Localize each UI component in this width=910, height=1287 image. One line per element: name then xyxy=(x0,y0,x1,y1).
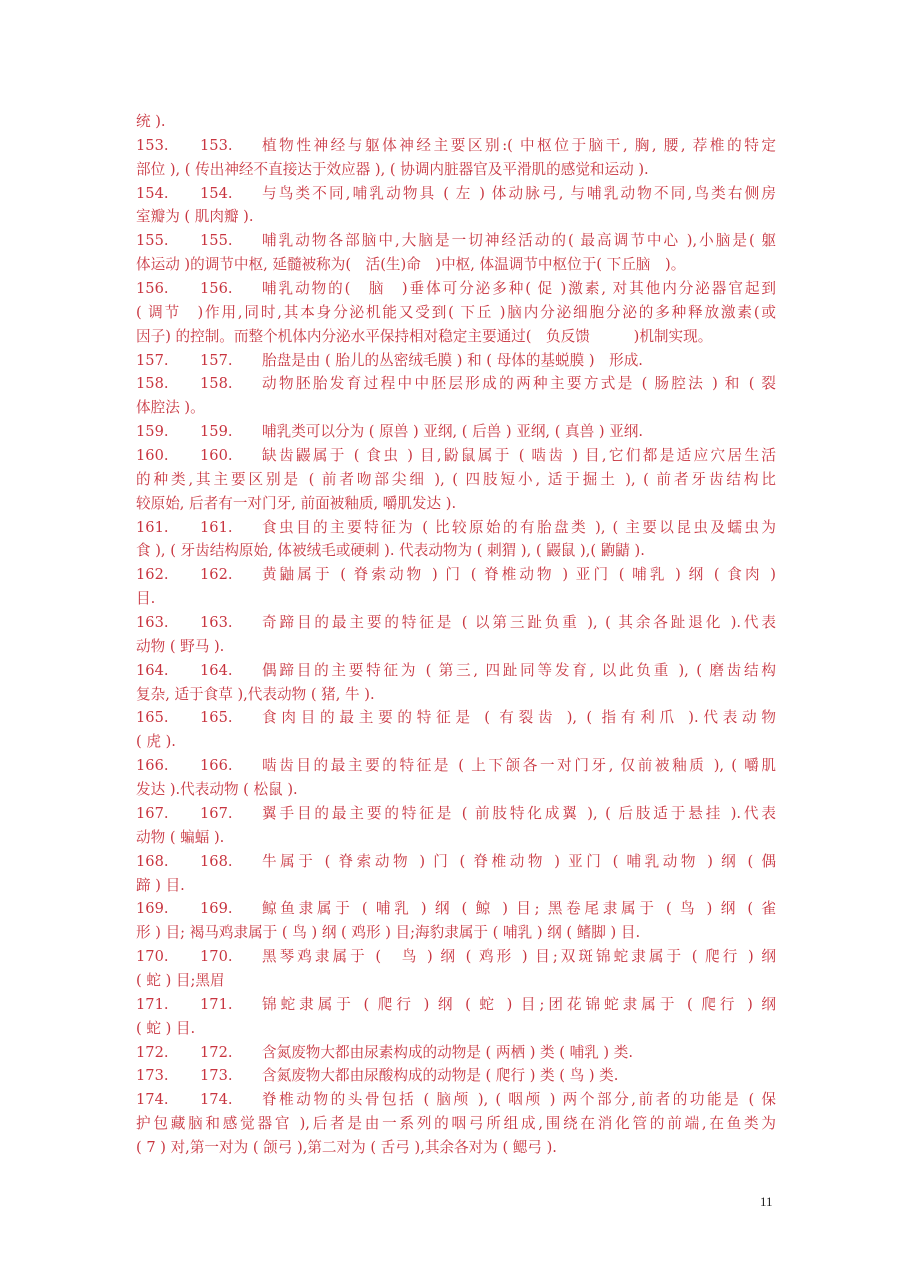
question-first-line xyxy=(136,993,776,1017)
question-number: 153. xyxy=(136,136,169,154)
question-number: 159. xyxy=(200,423,233,441)
question-text: 室瓣为 ( 肌肉瓣 ). xyxy=(136,208,254,226)
question-continuation-line xyxy=(136,468,776,492)
question-number: 170. xyxy=(200,948,233,966)
question-continuation-line xyxy=(136,205,776,229)
question-text: 动物胚胎发育过程中中胚层形成的两种主要方式是 ( 肠腔法 ) 和 ( 裂 xyxy=(262,375,776,393)
question-continuation-line xyxy=(136,778,776,802)
question-first-line xyxy=(136,1064,776,1088)
question-first-line xyxy=(136,611,776,635)
question-text: 鲸鱼隶属于 ( 哺乳 ) 纲 ( 鲸 ) 目; 黑卷尾隶属于 ( 鸟 ) 纲 ( 雀 xyxy=(262,900,776,918)
question-item xyxy=(136,444,776,516)
question-item xyxy=(136,1041,776,1065)
question-continuation-line xyxy=(136,158,776,182)
question-number: 168. xyxy=(200,852,233,870)
question-number: 162. xyxy=(136,566,169,584)
question-text: 食虫目的主要特征为 ( 比较原始的有胎盘类 ), ( 主要以昆虫及蠕虫为 xyxy=(262,518,776,536)
question-first-line xyxy=(136,134,776,158)
question-number: 165. xyxy=(136,709,169,727)
question-item xyxy=(136,706,776,754)
question-number: 174. xyxy=(136,1091,169,1109)
question-number: 171. xyxy=(200,995,233,1013)
question-text: 啮齿目的最主要的特征是 ( 上下颌各一对门牙, 仅前被釉质 ), ( 嚼肌 xyxy=(262,757,776,775)
question-first-line xyxy=(136,372,776,396)
question-text: 动物 ( 野马 ). xyxy=(136,637,225,655)
question-text: 含氮废物大都由尿素构成的动物是 ( 两栖 ) 类 ( 哺乳 ) 类. xyxy=(262,1043,633,1061)
question-item xyxy=(136,993,776,1041)
question-item xyxy=(136,134,776,182)
question-text: ( 调节 )作用,同时,其本身分泌机能又受到( 下丘 )脑内分泌细胞分泌的多种释放激素(或 xyxy=(136,303,776,321)
question-number: 166. xyxy=(200,757,233,775)
question-text: 牛属于 ( 脊索动物 ) 门 ( 脊椎动物 ) 亚门 ( 哺乳动物 ) 纲 ( 偶 xyxy=(262,852,776,870)
question-first-line xyxy=(136,563,776,587)
question-number: 160. xyxy=(136,447,169,465)
question-number: 170. xyxy=(136,948,169,966)
question-continuation-line xyxy=(136,1136,776,1160)
question-number: 169. xyxy=(136,900,169,918)
question-continuation-line xyxy=(136,1017,776,1041)
question-number: 160. xyxy=(200,447,233,465)
question-item xyxy=(136,516,776,564)
question-item xyxy=(136,372,776,420)
question-continuation-line xyxy=(136,730,776,754)
question-item xyxy=(136,659,776,707)
question-text: 黄鼬属于 ( 脊索动物 ) 门 ( 脊椎动物 ) 亚门 ( 哺乳 ) 纲 ( 食肉 ) xyxy=(262,566,776,584)
question-text: 缺齿鼹属于 ( 食虫 ) 目,鼢鼠属于 ( 啮齿 ) 目,它们都是适应穴居生活 xyxy=(262,447,776,465)
question-text: 蹄 ) 目. xyxy=(136,876,185,894)
question-continuation-line xyxy=(136,921,776,945)
question-number: 162. xyxy=(200,566,233,584)
question-first-line xyxy=(136,659,776,683)
question-item xyxy=(136,420,776,444)
question-text: ( 虎 ). xyxy=(136,733,176,751)
question-continuation-line xyxy=(136,587,776,611)
question-text: 哺乳类可以分为 ( 原兽 ) 亚纲, ( 后兽 ) 亚纲, ( 真兽 ) 亚纲. xyxy=(262,423,644,441)
question-item xyxy=(136,754,776,802)
question-text: 因子) 的控制。而整个机体内分泌水平保持相对稳定主要通过( 负反馈 )机制实现。 xyxy=(136,327,713,345)
question-number: 172. xyxy=(136,1043,169,1061)
question-continuation-line xyxy=(136,1112,776,1136)
question-number: 167. xyxy=(200,804,233,822)
question-number: 165. xyxy=(200,709,233,727)
question-text: 较原始, 后者有一对门牙, 前面被釉质, 嚼肌发达 ). xyxy=(136,494,457,512)
question-number: 169. xyxy=(200,900,233,918)
question-text: 护包藏脑和感觉器官 ),后者是由一系列的咽弓所组成,围绕在消化管的前端,在鱼类为 xyxy=(136,1115,776,1133)
document-body xyxy=(136,110,776,1160)
question-number: 163. xyxy=(136,614,169,632)
question-text: ( 7 ) 对,第一对为 ( 颌弓 ),第二对为 ( 舌弓 ),其余各对为 ( 鳃弓 ). xyxy=(136,1138,557,1156)
question-item xyxy=(136,802,776,850)
question-number: 168. xyxy=(136,852,169,870)
question-continuation-line xyxy=(136,874,776,898)
question-number: 158. xyxy=(136,375,169,393)
question-number: 154. xyxy=(200,184,233,202)
question-number: 161. xyxy=(136,518,169,536)
question-first-line xyxy=(136,1088,776,1112)
question-continuation-line xyxy=(136,396,776,420)
question-number: 171. xyxy=(136,995,169,1013)
question-text: 偶蹄目的主要特征为 ( 第三, 四趾同等发育, 以此负重 ), ( 磨齿结构 xyxy=(262,661,776,679)
question-number: 164. xyxy=(136,661,169,679)
question-continuation-line xyxy=(136,325,776,349)
question-continuation-line xyxy=(136,492,776,516)
question-text: 哺乳动物的( 脑 )垂体可分泌多种( 促 )激素, 对其他内分泌器官起到 xyxy=(262,280,776,298)
question-continuation-line xyxy=(136,301,776,325)
question-first-line xyxy=(136,229,776,253)
question-first-line xyxy=(136,754,776,778)
question-text: 动物 ( 蝙蝠 ). xyxy=(136,828,225,846)
question-item xyxy=(136,1088,776,1160)
question-text: 翼手目的最主要的特征是 ( 前肢特化成翼 ), ( 后肢适于悬挂 ).代表 xyxy=(262,804,776,822)
question-text: 奇蹄目的最主要的特征是 ( 以第三趾负重 ), ( 其余各趾退化 ).代表 xyxy=(262,614,776,632)
question-number: 161. xyxy=(200,518,233,536)
question-text: 发达 ).代表动物 ( 松鼠 ). xyxy=(136,781,298,799)
question-number: 155. xyxy=(200,232,233,250)
question-text: ( 蛇 ) 目;黑眉 xyxy=(136,971,225,989)
question-text: 黑琴鸡隶属于 ( 鸟 ) 纲 ( 鸡形 ) 目;双斑锦蛇隶属于 ( 爬行 ) 纲 xyxy=(262,948,776,966)
question-number: 157. xyxy=(136,351,169,369)
question-first-line xyxy=(136,1041,776,1065)
question-first-line xyxy=(136,349,776,373)
question-text: 复杂, 适于食草 ),代表动物 ( 猪, 牛 ). xyxy=(136,685,375,703)
question-list xyxy=(136,134,776,1160)
page-number: 11 xyxy=(760,1194,773,1209)
question-item xyxy=(136,611,776,659)
question-item xyxy=(136,945,776,993)
question-continuation-line xyxy=(136,539,776,563)
question-text: 哺乳动物各部脑中,大脑是一切神经活动的( 最高调节中心 ),小脑是( 躯 xyxy=(262,232,776,250)
question-continuation-line xyxy=(136,969,776,993)
question-number: 156. xyxy=(200,280,233,298)
question-number: 164. xyxy=(200,661,233,679)
question-first-line xyxy=(136,850,776,874)
question-first-line xyxy=(136,182,776,206)
question-text: ( 蛇 ) 目. xyxy=(136,1019,196,1037)
question-number: 173. xyxy=(136,1067,169,1085)
question-text: 锦蛇隶属于 ( 爬行 ) 纲 ( 蛇 ) 目;团花锦蛇隶属于 ( 爬行 ) 纲 xyxy=(262,995,776,1013)
question-first-line xyxy=(136,420,776,444)
question-first-line xyxy=(136,444,776,468)
question-number: 157. xyxy=(200,351,233,369)
question-text: 的种类,其主要区别是 ( 前者吻部尖细 ), ( 四肢短小, 适于掘土 ), ( 前者牙齿结构比 xyxy=(136,470,776,488)
question-number: 166. xyxy=(136,757,169,775)
question-text: 食 ), ( 牙齿结构原始, 体被绒毛或硬刺 ). 代表动物为 ( 刺猬 ), ( 鼹鼠 ),( 鼩鼱 ). xyxy=(136,542,645,560)
question-number: 155. xyxy=(136,232,169,250)
question-number: 158. xyxy=(200,375,233,393)
question-number: 163. xyxy=(200,614,233,632)
question-first-line xyxy=(136,945,776,969)
question-text: 植物性神经与躯体神经主要区别:( 中枢位于脑干, 胸, 腰, 荐椎的特定 xyxy=(262,136,776,154)
question-first-line xyxy=(136,516,776,540)
question-number: 167. xyxy=(136,804,169,822)
question-number: 173. xyxy=(200,1067,233,1085)
question-item xyxy=(136,563,776,611)
question-text: 与鸟类不同,哺乳动物具 ( 左 ) 体动脉弓, 与哺乳动物不同,鸟类右侧房 xyxy=(262,184,776,202)
question-number: 154. xyxy=(136,184,169,202)
question-number: 172. xyxy=(200,1043,233,1061)
question-continuation-line xyxy=(136,635,776,659)
question-item xyxy=(136,182,776,230)
question-text: 目. xyxy=(136,590,156,608)
question-continuation-line xyxy=(136,683,776,707)
question-item xyxy=(136,1064,776,1088)
question-continuation-line xyxy=(136,826,776,850)
question-first-line xyxy=(136,897,776,921)
question-text: 脊椎动物的头骨包括 ( 脑颅 ), ( 咽颅 ) 两个部分,前者的功能是 ( 保 xyxy=(262,1091,776,1109)
question-text: 部位 ), ( 传出神经不直接达于效应器 ), ( 协调内脏器官及平滑肌的感觉和运动 ). xyxy=(136,160,649,178)
question-text: 体运动 )的调节中枢, 延髓被称为( 活(生)命 )中枢, 体温调节中枢位于( 下丘脑 )。 xyxy=(136,256,686,274)
question-item xyxy=(136,229,776,277)
question-number: 159. xyxy=(136,423,169,441)
question-first-line xyxy=(136,277,776,301)
question-first-line xyxy=(136,802,776,826)
question-item xyxy=(136,277,776,349)
question-first-line xyxy=(136,706,776,730)
question-text: 体腔法 )。 xyxy=(136,399,205,417)
question-text: 形 ) 目; 褐马鸡隶属于 ( 鸟 ) 纲 ( 鸡形 ) 目;海豹隶属于 ( 哺乳 ) 纲 ( 鳍脚 ) 目. xyxy=(136,924,641,942)
question-text: 胎盘是由 ( 胎儿的丛密绒毛膜 ) 和 ( 母体的基蜕膜 ) 形成. xyxy=(262,351,643,369)
question-text: 含氮废物大都由尿酸构成的动物是 ( 爬行 ) 类 ( 鸟 ) 类. xyxy=(262,1067,619,1085)
continued-line: 统 ). xyxy=(136,113,166,130)
question-item xyxy=(136,349,776,373)
question-item xyxy=(136,850,776,898)
question-number: 153. xyxy=(200,136,233,154)
question-item xyxy=(136,897,776,945)
question-number: 174. xyxy=(200,1091,233,1109)
question-number: 156. xyxy=(136,280,169,298)
question-text: 食肉目的最主要的特征是 ( 有裂齿 ), ( 指有利爪 ).代表动物 xyxy=(262,709,776,727)
question-continuation-line xyxy=(136,253,776,277)
